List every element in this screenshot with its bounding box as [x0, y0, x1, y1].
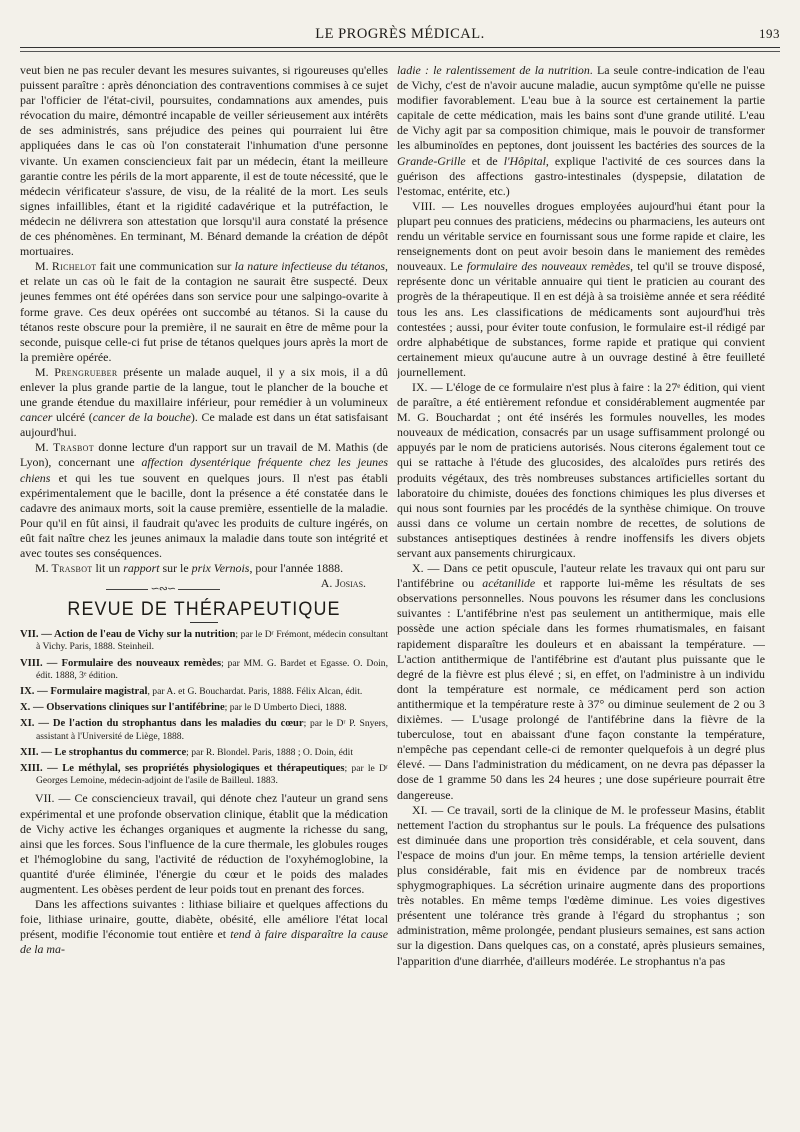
paragraph-vii-continued: Dans les affections suivantes : lithiase biliaire et quelques affections du foie, lithiase urinaire, goutte, diabète, obésité, elle améliore l'état local présent, modifie l'économie tout entière et tend à faire disparaître la cause de la ma- [20, 897, 388, 957]
reference-item: VIII. — Formulaire des nouveaux remèdes; par MM. G. Bardet et Egasse. O. Doin, édit. 1888, 3ᵉ édition. [20, 657, 388, 681]
running-head [20, 26, 780, 46]
paragraph-richelot: M. Richelot fait une communication sur la nature infectieuse du tétanos, et relate un cas où le fait de la contagion ne saurait être suspecté. Deux jeunes femmes ont été opérées dans son service pour une salpingo-ovarite à forme grave. Ces deux opérées ont succombé au tétanos. Si la cause du tétanos reste obscure pour la première, il ne saurait en être de même pour la seconde, puisque celle-ci fut prise de tétanos quelques jours après la mort de la première opérée. [20, 259, 388, 364]
paragraph-prengrueber: M. Prengrueber présente un malade auquel, il y a six mois, il a dû enlever la plus grande partie de la langue, tout le plancher de la bouche et une grande étendue du maxillaire inférieur, pour remédier à un volumineux cancer ulcéré (cancer de la bouche). Ce malade est dans un état satisfaisant aujourd'hui. [20, 364, 388, 440]
left-column [20, 63, 388, 1115]
reference-item: IX. — Formulaire magistral, par A. et G. Bouchardat. Paris, 1888. Félix Alcan, édit. [20, 686, 363, 697]
author-name: Prengrueber [54, 364, 118, 379]
reference-item: X. — Observations cliniques sur l'antifébrine; par le D Umberto Dieci, 1888. [20, 702, 347, 714]
italic-title: la nature infectieuse du tétanos [234, 259, 385, 274]
italic-title: affection dysentérique fréquente chez les jeunes chiens [20, 455, 388, 485]
signature: A. Josias. [320, 576, 366, 591]
author-name: Trasbot [51, 561, 93, 576]
paragraph-viii: VIII. — Les nouvelles drogues employées aujourd'hui étant pour la plupart peu connues des praticiens, médecins ou pharmaciens, les auteurs ont rendu un véritable service en fournissant sous une forme rapide et claire, les renseignements dont on peut avoir besoin dans le maniement des remèdes nouveaux. Le formulaire des nouveaux remèdes, tel qu'il se trouve disposé, représente donc un véritable annuaire qui tient le praticien au courant des progrès de la thérapeutique. Il en est déjà à sa troisième année et sera réédité tous les ans. Les classifications de médicaments sont aujourd'hui très contestées ; aussi, pour éviter toute confusion, le formulaire est-il rédigé par ordre alphabétique de substances, forme rapide et pratique qui convient certainement mieux qu'aucune autre à un ouvrage destiné à être feuilleté journellement. [397, 198, 765, 379]
reference-item: XII. — Le strophantus du commerce; par R. Blondel. Paris, 1888 ; O. Doin, édit [20, 746, 353, 758]
reference-item: XIII. — Le méthylal, ses propriétés physiologiques et thérapeutiques; par le Dʳ Georges Lemoine, médecin-adjoint de l'asile de Bailleul. 1883. [20, 763, 388, 787]
right-column [397, 63, 765, 1115]
header-rule-thin [20, 51, 780, 52]
section-ornament: ∽∾∽ [20, 582, 388, 594]
reference-list [20, 629, 388, 787]
paragraph-vii: VII. — Ce consciencieux travail, qui dénote chez l'auteur un grand sens expérimental et une profonde observation clinique, établit que la médication de Vichy active les échanges organiques et augmente la richesse du sang, ainsi que les forces. Sous l'influence de la cure thermale, les globules rouges et l'hémoglobine du sang, l'activité de réduction de l'oxyhémoglobine, la quantité d'urée éliminée, l'énergie du cœur et le poids des malades augmentent. Les obèses perdent de leur poids tout en prenant des forces. [20, 791, 388, 896]
paragraph-trasbot-mathis: M. Trasbot donne lecture d'un rapport sur un travail de M. Mathis (de Lyon), concernant une affection dysentérique fréquente chez les jeunes chiens et qui les tue souvent en quelques jours. Il n'est pas établi expérimentalement que le bacille, dont la présence a été constatée dans le cadavre des animaux morts, soit la cause première, essentielle de la maladie. Pour qu'il en fût ainsi, il faudrait qu'avec les produits de culture ingérés, on eût fait naître chez les jeunes animaux la maladie dans toute son intégrité et avec toutes ses conséquences. [20, 440, 388, 560]
paragraph-mort-apparente: veut bien ne pas reculer devant les mesures suivantes, si rigoureuses qu'elles puissent paraître : après dénonciation des contraventions commises à ce sujet par l'officier de l'état-civil, poursuites, condamnations aux amendes, puis révocation du maire, démontré incapable de veiller sérieusement aux intérêts de ses administrés, sans préjudice des peines qui pourraient lui être appliquées dans le cas où l'on constaterait l'inhumation d'une personne vivante. Un examen consciencieux fait par un médecin, étant la meilleure garantie contre les périls de la mort apparente, il est de toute nécessité, que le médecin vérificateur s'assure, de visu, de la réalité de la mort. Les seuls signes infaillibles, étant et la rigidité cadavérique et la putréfaction, le médecin ne délivrera son attestation que lorsqu'il aura constaté la présence de ces phénomènes. En terminant, M. Bénard demande la création de dépôt mortuaires. [20, 63, 388, 259]
author-name: Richelot [51, 259, 97, 274]
paragraph-vii-end: ladie : le ralentissement de la nutrition. La seule contre-indication de l'eau de Vichy, c'est de n'avoir aucune maladie, aucun symptôme qu'elle ne puisse modifier favorablement. L'eau bue à la source est certainement la partie capitale de cette médication, mais les bains sont d'une grande utilité. L'eau de Vichy agit par sa composition chimique, mais le pouvoir de transformer les albuminoïdes en peptones, dont jouissent les bactéries des sources de la Grande-Grille et de l'Hôpital, explique l'activité de ces sources dans la guérison des affections gastro-intestinales (dyspepsie, dilatation de l'estomac, entérite, etc.) [397, 63, 765, 198]
paragraph-xi: XI. — Ce travail, sorti de la clinique de M. le professeur Masins, établit nettement l'action du strophantus sur le pouls. La fréquence des pulsations est diminuée dans une proportion très considérable, et cela souvent, dans l'espace de moins d'un jour. En même temps, la tension artérielle devient plus considérable, fait mis en évidence par de nombreux tracés sphygmographiques. La sécrétion urinaire augmente dans des proportions très notables. En même temps l'œdème diminue. Les voies digestives présentent une tolérance très grande à l'égard du strophantus ; son administration, même prolongée, pendant plusieurs semaines, est sans action sur la digestion. Dans quelques cas, on a constaté, après plusieurs semaines, l'apparition d'une diarrhée, d'ailleurs modérée. Le strophantus n'a pas [397, 802, 765, 968]
paragraph-ix: IX. — L'éloge de ce formulaire n'est plus à faire : la 27ᵉ édition, qui vient de paraître, a été entièrement refondue et considérablement augmentée par M. G. Bouchardat ; ont été insérés les formules nouvelles, les modes nouveaux de médication, consacrés par un usage suffisamment prolongé ou appuyés par le nom de praticiens autorisés. Nous citerons également tout ce qui se rattache à l'étude des glucosides, des alcaloïdes purs retirés des produits végétaux, des très nombreuses substances artificielles sortant du laboratoire du chimiste, douées des fonctions chimiques les plus diverses et qui nous sont fournies par les procédés de la synthèse chimique. On trouve aussi dans ce volume un certain nombre de recettes, de solutions de substances antiseptiques destinées à rendre inoffensifs les divers objets servant aux pansements chirurgicaux. [397, 379, 765, 560]
reference-item: XI. — De l'action du strophantus dans les maladies du cœur; par le Dʳ P. Snyers, assistant à l'Université de Liège, 1888. [20, 718, 388, 742]
section-title-rule [190, 622, 218, 623]
paragraph-x: X. — Dans ce petit opuscule, l'auteur relate les travaux qui ont paru sur l'antifébrine ou acétanilide et rapporte lui-même les résultats de ses observations personnelles. Nous pouvons les résumer dans les conclusions suivantes : L'antifébrine n'est pas seulement un antithermique, mais elle possède une action spéciale dans les formes rhumatismales, en faisant rapidement disparaître les douleurs et en abaissant la température. — L'action antithermique de l'antifébrine est d'autant plus puissante que le degré de la fièvre est plus élevé ; si, en effet, on l'administre à un individu dont la température est normale, ce médicament perd son action antithermique et la température reste à 37° ou diminue seulement de 2 ou 3 dixièmes. — L'usage prolongé de l'antifébrine dans la fièvre de la tuberculose, tout en abaissant d'une façon constante la température, n'empêche pas cependant celle-ci de remonter quelquefois à un degré plus élevé. — Dans l'administration du médicament, on ne devra pas dépasser la dose de 1 gramme 50 dans les 24 heures ; une dose supérieure pourrait être dangereuse. [397, 561, 765, 802]
author-name: Trasbot [52, 440, 94, 455]
paragraph-trasbot-prix: M. Trasbot lit un rapport sur le prix Vernois, pour l'année 1888. A. Josias. [20, 561, 388, 576]
page-number: 193 [759, 26, 780, 41]
header-rule-thick [20, 47, 780, 48]
reference-item: VII. — Action de l'eau de Vichy sur la nutrition; par le Dʳ Frémont, médecin consultant à Vichy. Paris, 1888. Steinheil. [20, 629, 388, 653]
journal-title: LE PROGRÈS MÉDICAL. [315, 26, 485, 42]
section-title: REVUE DE THÉRAPEUTIQUE [67, 598, 341, 621]
